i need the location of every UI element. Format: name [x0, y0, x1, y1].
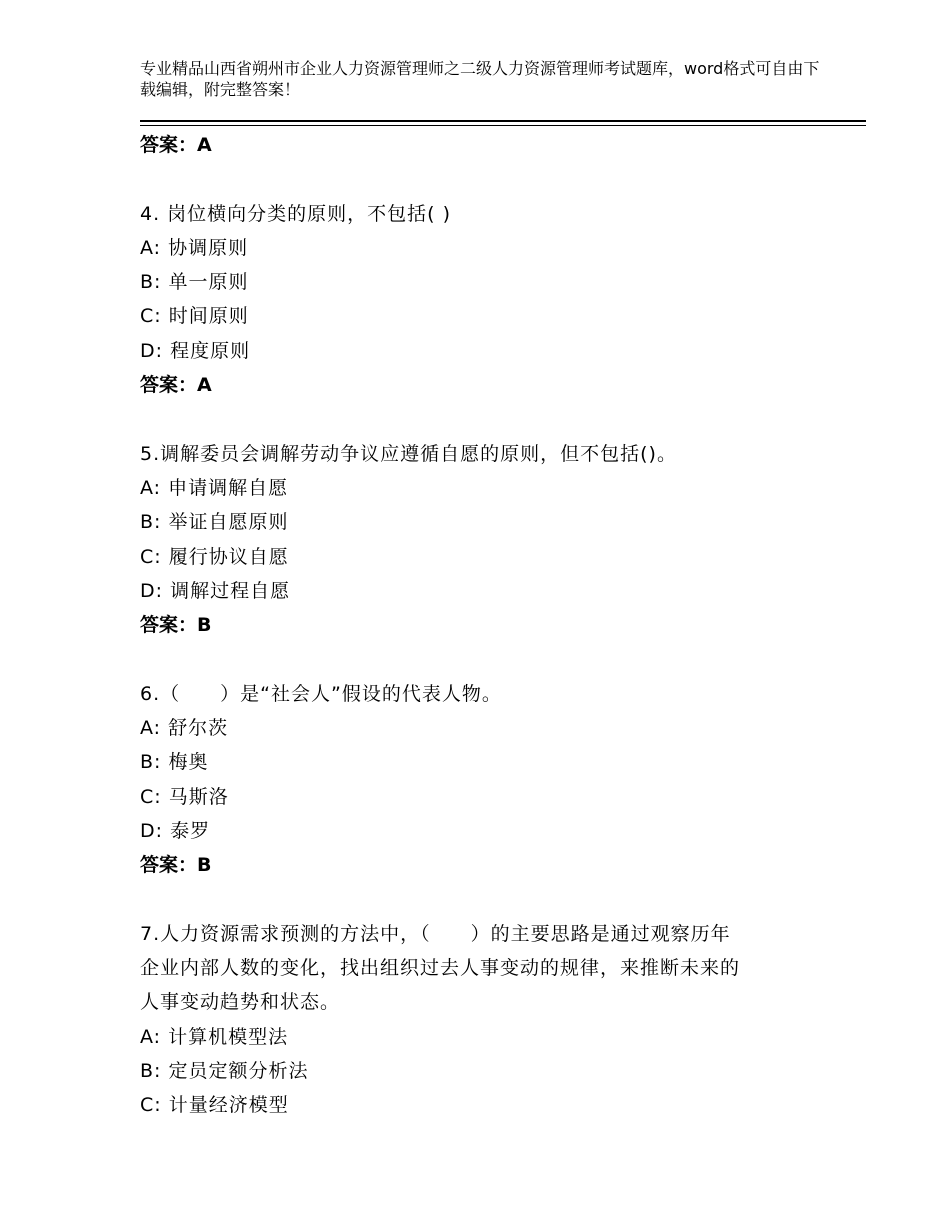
option-b: B: 单一原则: [140, 271, 249, 294]
answer-label: 答案：B: [140, 614, 212, 637]
spacer: [140, 402, 840, 436]
header-rule-thick: [140, 120, 866, 122]
answer-label: 答案：B: [140, 854, 212, 877]
header-rule-thin: [140, 125, 866, 126]
question-block: [140, 917, 840, 1123]
question-text: 4. 岗位横向分类的原则，不包括( ): [140, 202, 452, 225]
option-d: D: 程度原则: [140, 339, 251, 362]
question-text: 6.（ ）是“社会人”假设的代表人物。: [140, 682, 502, 705]
option-d: D: 泰罗: [140, 819, 211, 842]
option-a: A: 计算机模型法: [140, 1025, 289, 1048]
page-header: 专业精品山西省朔州市企业人力资源管理师之二级人力资源管理师考试题库，word格式可自由下载编辑，附完整答案！: [140, 59, 820, 99]
answer-label: 答案：A: [140, 134, 212, 156]
option-b: B: 梅奥: [140, 751, 209, 774]
option-c: C: 马斯洛: [140, 785, 229, 808]
option-d: D: 调解过程自愿: [140, 579, 291, 602]
question-list: [140, 128, 840, 1123]
question-block: [140, 197, 840, 403]
option-a: A: 协调原则: [140, 236, 249, 259]
option-b: B: 定员定额分析法: [140, 1060, 309, 1083]
question-text-line: 7.人力资源需求预测的方法中，（ ）的主要思路是通过观察历年: [140, 922, 731, 945]
question-block: [140, 677, 840, 883]
option-b: B: 举证自愿原则: [140, 511, 289, 534]
question-text: 5.调解委员会调解劳动争议应遵循自愿的原则，但不包括()。: [140, 442, 677, 465]
question-block: [140, 437, 840, 643]
answer-label: 答案：A: [140, 374, 212, 397]
option-c: C: 计量经济模型: [140, 1094, 289, 1117]
option-c: C: 履行协议自愿: [140, 545, 289, 568]
option-a: A: 舒尔茨: [140, 717, 229, 740]
spacer: [140, 162, 840, 196]
question-text-line: 企业内部人数的变化，找出组织过去人事变动的规律，来推断未来的: [140, 957, 741, 980]
question-text-line: 人事变动趋势和状态。: [140, 991, 341, 1014]
spacer: [140, 642, 840, 676]
option-a: A: 申请调解自愿: [140, 476, 289, 499]
spacer: [140, 883, 840, 917]
option-c: C: 时间原则: [140, 305, 249, 328]
